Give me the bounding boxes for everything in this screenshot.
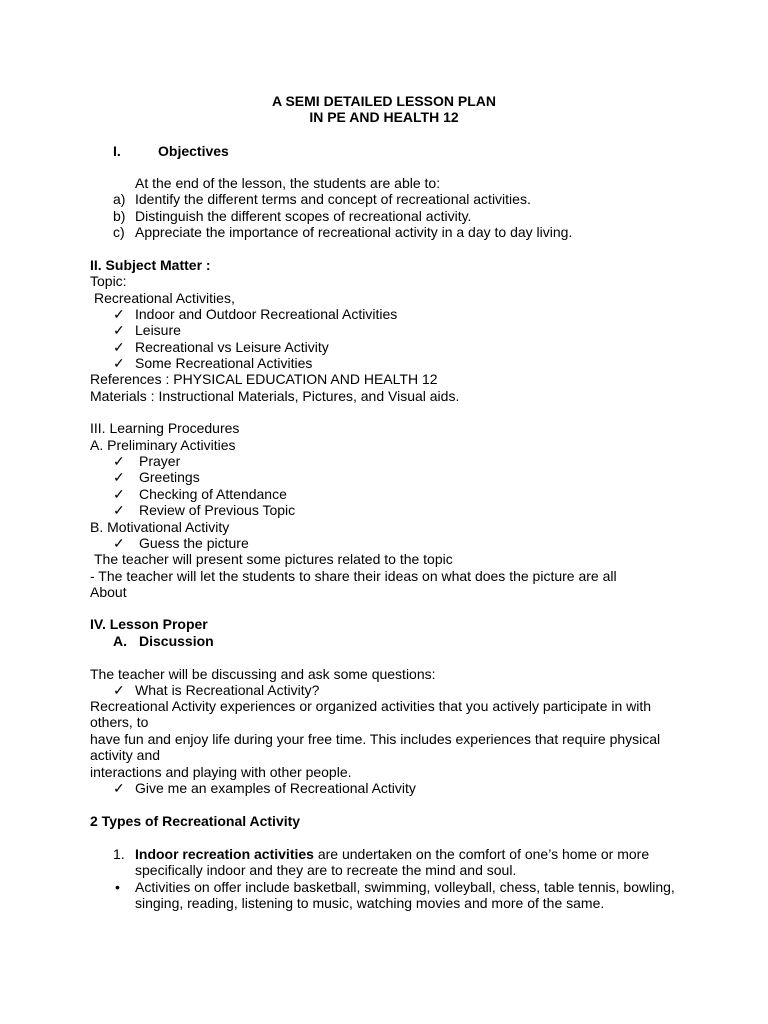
- topic-value: Recreational Activities,: [94, 290, 235, 306]
- references: References : PHYSICAL EDUCATION AND HEALTH 12: [90, 371, 438, 387]
- paragraph-line-5: interactions and playing with other people.: [90, 764, 352, 780]
- motivation-line-3: About: [90, 584, 127, 600]
- title-line-1: A SEMI DETAILED LESSON PLAN: [271, 93, 496, 109]
- paragraph-line-3: have fun and enjoy life during your free time. This includes experiences that require physical: [90, 731, 661, 747]
- prelim-item-2: [113, 469, 200, 485]
- check-icon: ✓: [113, 453, 125, 469]
- prelim-item-3: [113, 486, 287, 502]
- check-icon: ✓: [113, 469, 125, 485]
- objective-text-c: Appreciate the importance of recreational activity in a day to day living.: [135, 224, 573, 240]
- prelim-item-label: Review of Previous Topic: [139, 502, 296, 518]
- lesson-proper-heading: IV. Lesson Proper: [90, 616, 208, 632]
- motivation-item-1: [113, 535, 249, 551]
- topic-item-1: [113, 306, 397, 322]
- check-icon: ✓: [113, 322, 125, 338]
- check-icon: ✓: [113, 502, 125, 518]
- topic-item-label: Some Recreational Activities: [135, 355, 313, 371]
- prelim-item-label: Checking of Attendance: [139, 486, 287, 502]
- check-icon: ✓: [113, 486, 125, 502]
- paragraph-line-4: activity and: [90, 747, 161, 763]
- topic-item-label: Leisure: [135, 322, 181, 338]
- motivation-line-2: - The teacher will let the students to share their ideas on what does the picture are all: [90, 568, 617, 584]
- preliminary-heading: A. Preliminary Activities: [90, 437, 236, 453]
- check-icon: ✓: [113, 306, 125, 322]
- objectives-intro: At the end of the lesson, the students are able to:: [135, 175, 441, 191]
- materials: Materials : Instructional Materials, Pictures, and Visual aids.: [90, 388, 460, 404]
- prelim-item-label: Greetings: [139, 469, 200, 485]
- paragraph-line-1: Recreational Activity experiences or organized activities that you actively participate in with: [90, 698, 652, 714]
- topic-item-4: [113, 355, 312, 371]
- objective-marker-a: a): [113, 191, 126, 207]
- question-2: [113, 780, 416, 796]
- types-item-1-marker: 1.: [113, 846, 125, 862]
- objective-text-a: Identify the different terms and concept of recreational activities.: [135, 191, 531, 207]
- motivation-line-1: The teacher will present some pictures related to the topic: [94, 551, 453, 567]
- topic-item-2: [113, 322, 181, 338]
- paragraph-line-2: others, to: [90, 714, 149, 730]
- objective-marker-b: b): [113, 208, 126, 224]
- check-icon: ✓: [113, 355, 125, 371]
- check-icon: ✓: [113, 780, 125, 796]
- learning-procedures-heading: III. Learning Procedures: [90, 420, 240, 436]
- motivation-item-label: Guess the picture: [139, 535, 249, 551]
- topic-item-3: [113, 339, 329, 355]
- objectives-heading: Objectives: [158, 143, 229, 159]
- question-1: [113, 682, 319, 698]
- objective-marker-c: c): [113, 224, 125, 240]
- types-heading: 2 Types of Recreational Activity: [90, 813, 301, 829]
- objectives-numeral: I.: [113, 143, 121, 159]
- bullet-line-1: Activities on offer include basketball, swimming, volleyball, chess, table tennis, bowling,: [135, 879, 675, 895]
- discussion-heading: Discussion: [139, 633, 214, 649]
- types-item-1-desc: are undertaken on the comfort of one’s home or more: [313, 846, 650, 862]
- types-item-1-line-1: [135, 846, 649, 862]
- discussion-intro: The teacher will be discussing and ask some questions:: [90, 666, 436, 682]
- bullet-icon: •: [115, 879, 120, 895]
- prelim-item-label: Prayer: [139, 453, 181, 469]
- topic-item-label: Recreational vs Leisure Activity: [135, 339, 329, 355]
- check-icon: ✓: [113, 339, 125, 355]
- prelim-item-4: [113, 502, 295, 518]
- prelim-item-1: [113, 453, 180, 469]
- check-icon: ✓: [113, 682, 125, 698]
- topic-item-label: Indoor and Outdoor Recreational Activities: [135, 306, 398, 322]
- types-item-1-term: Indoor recreation activities: [135, 846, 314, 862]
- bullet-line-2: singing, reading, listening to music, watching movies and more of the same.: [135, 895, 605, 911]
- objective-text-b: Distinguish the different scopes of recreational activity.: [135, 208, 472, 224]
- subject-matter-heading: II. Subject Matter :: [90, 257, 211, 273]
- check-icon: ✓: [113, 535, 125, 551]
- question-label: Give me an examples of Recreational Activity: [135, 780, 416, 796]
- discussion-marker: A.: [113, 633, 127, 649]
- motivational-heading: B. Motivational Activity: [90, 519, 230, 535]
- question-label: What is Recreational Activity?: [135, 682, 320, 698]
- title-line-2: IN PE AND HEALTH 12: [309, 109, 459, 125]
- types-item-1-line-2: specifically indoor and they are to recreate the mind and soul.: [135, 862, 517, 878]
- topic-label: Topic:: [90, 273, 127, 289]
